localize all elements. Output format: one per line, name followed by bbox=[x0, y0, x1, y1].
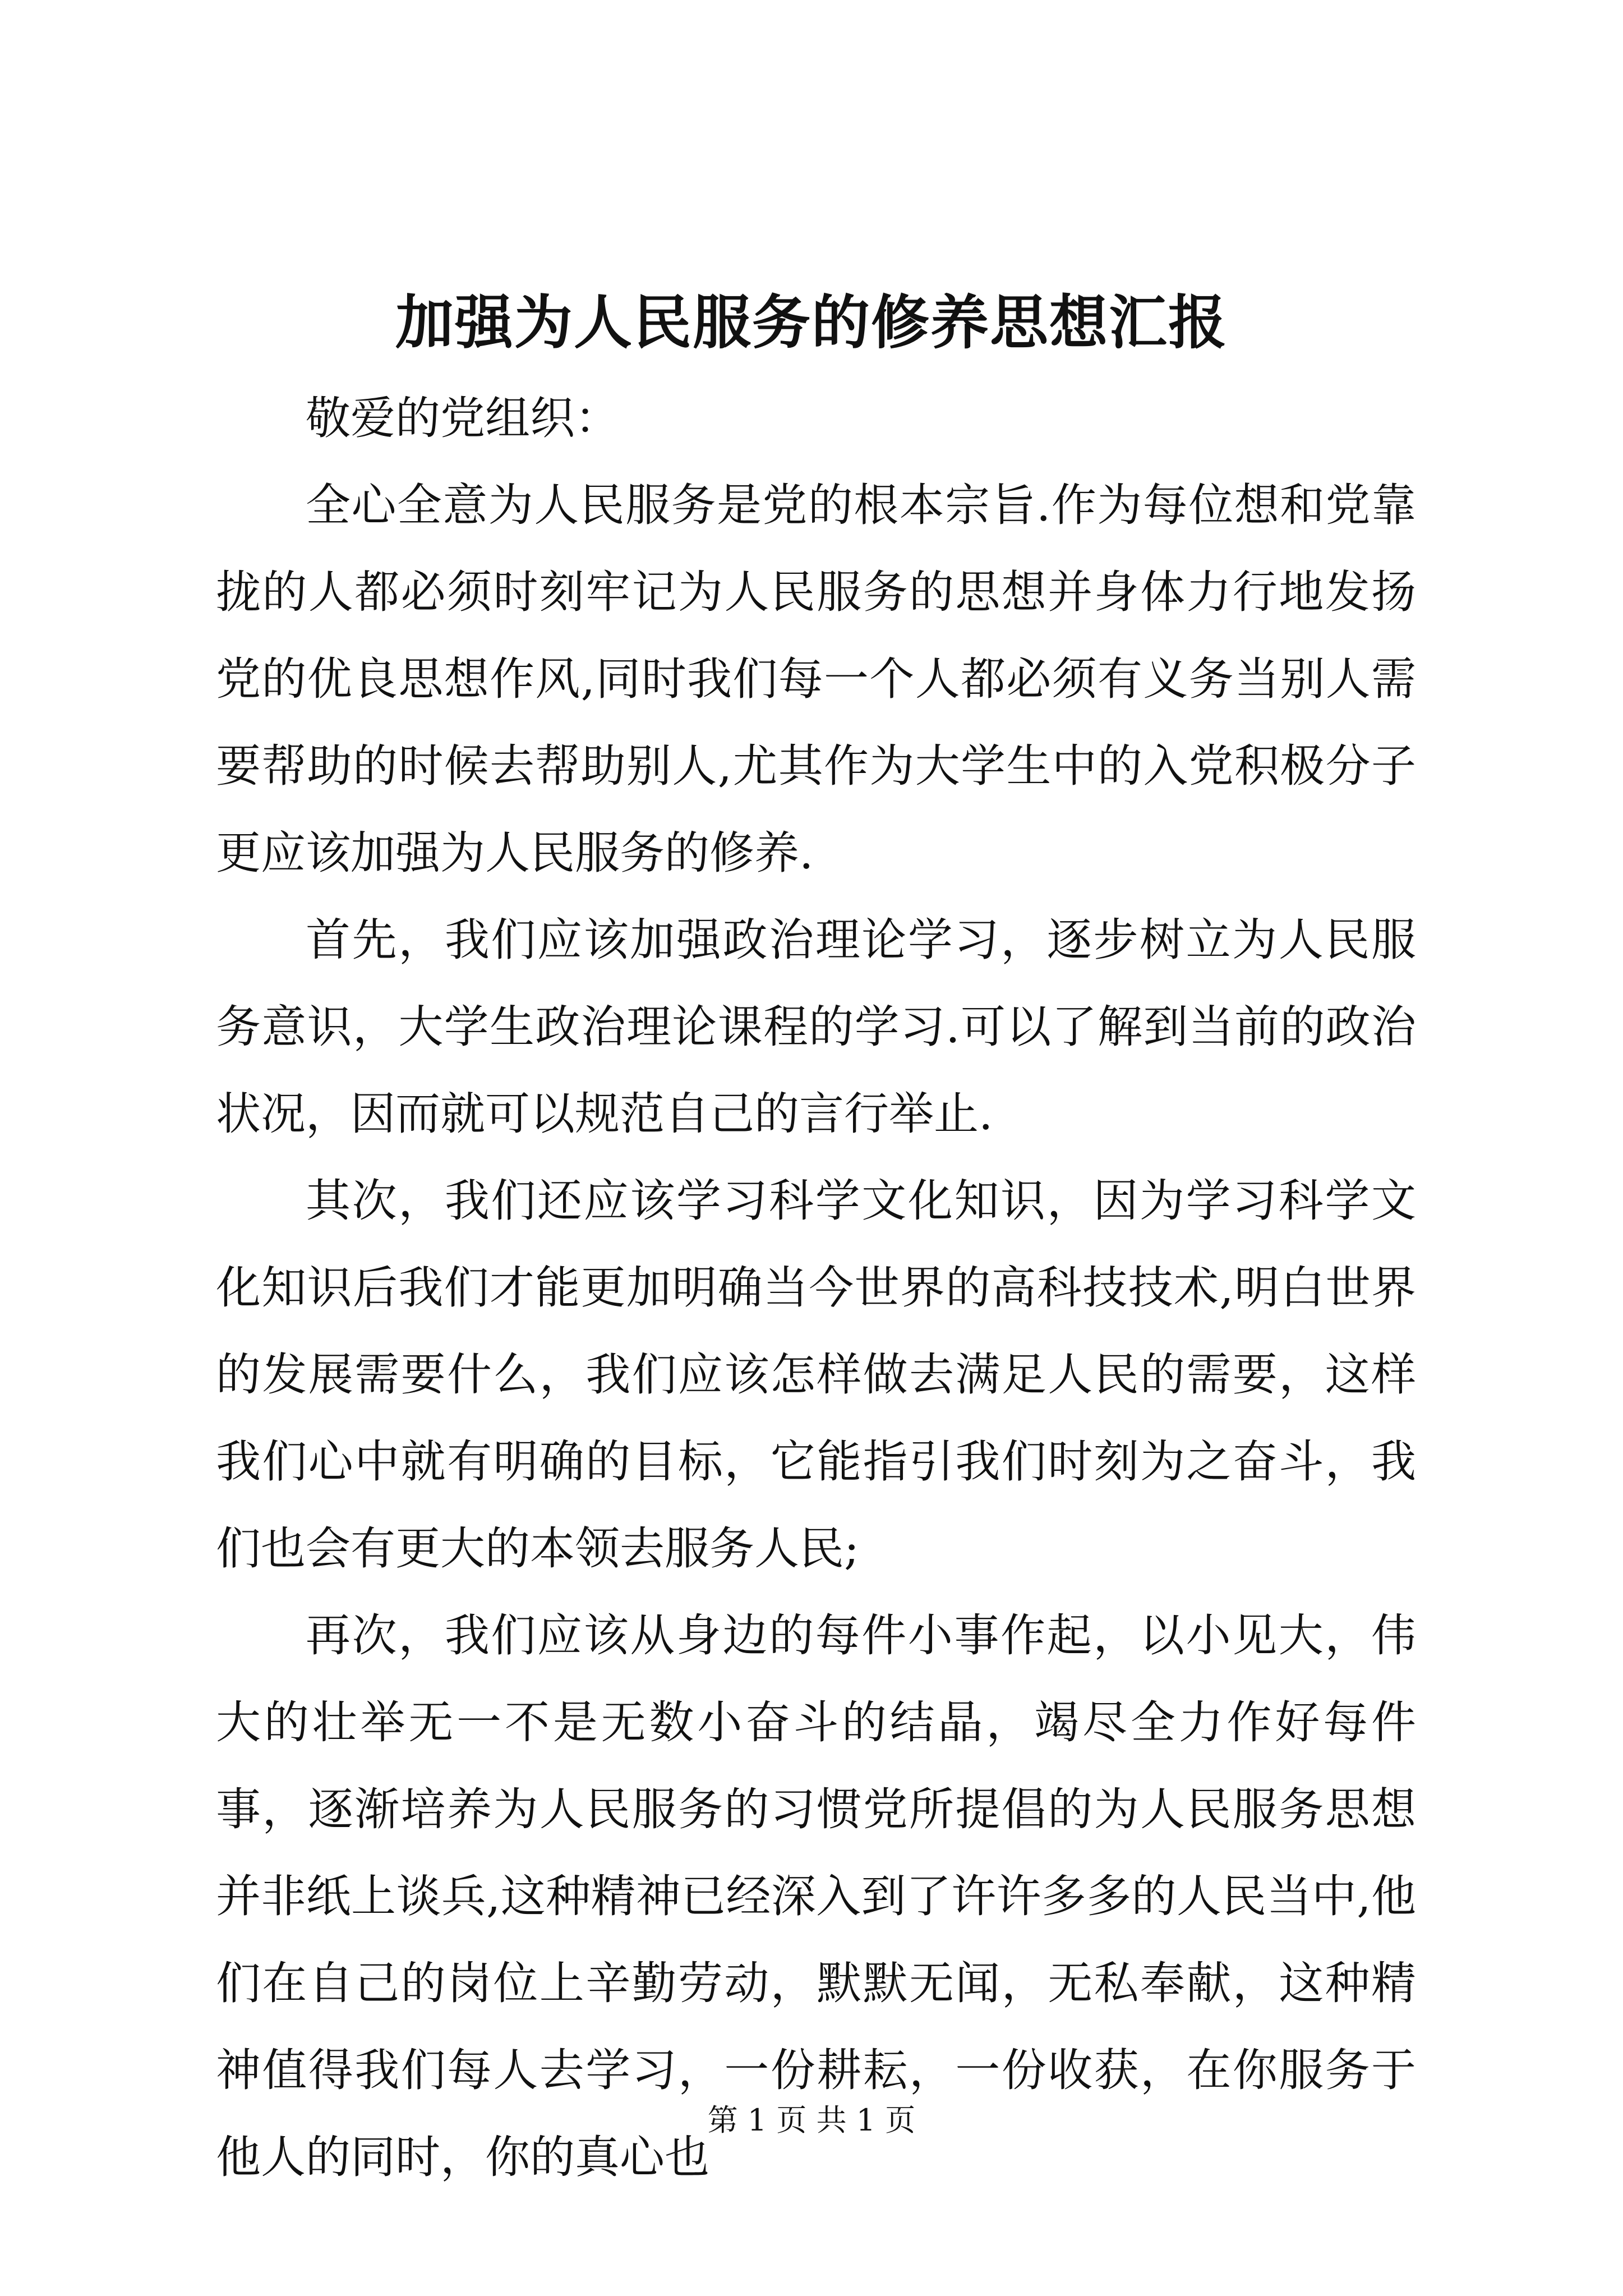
paragraph-4: 再次，我们应该从身边的每件小事作起，以小见大，伟大的壮举无一不是无数小奋斗的结晶，竭尽全力作好每件事，逐渐培养为人民服务的习惯党所提倡的为人民服务思想并非纸上谈兵,这种精神已经深入到了许许多多的人民当中,他们在自己的岗位上辛勤劳动，默默无闻，无私奉献，这种精神值得我们每人去学习，一份耕耘，一份收获，在你服务于他人的同时，你的真心也 bbox=[216, 1609, 1416, 2183]
paragraph-3: 其次，我们还应该学习科学文化知识，因为学习科学文化知识后我们才能更加明确当今世界的高科技技术,明白世界的发展需要什么，我们应该怎样做去满足人民的需要，这样我们心中就有明确的目标，它能指引我们时刻为之奋斗，我们也会有更大的本领去服务人民; bbox=[216, 1175, 1416, 1575]
document-title: 加强为人民服务的修养思想汇报 bbox=[395, 288, 1228, 357]
paragraph-2: 首先，我们应该加强政治理论学习，逐步树立为人民服务意识，大学生政治理论课程的学习.可以了解到当前的政治状况，因而就可以规范自己的言行举止. bbox=[216, 914, 1416, 1140]
page-footer: 第 1 页 共 1 页 bbox=[707, 2102, 916, 2138]
salutation: 敬爱的党组织： bbox=[306, 392, 620, 444]
document-body bbox=[216, 375, 1416, 2201]
paragraph-1: 全心全意为人民服务是党的根本宗旨.作为每位想和党靠拢的人都必须时刻牢记为人民服务的思想并身体力行地发扬党的优良思想作风,同时我们每一个人都必须有义务当别人需要帮助的时候去帮助别人,尤其作为大学生中的入党积极分子更应该加强为人民服务的修养. bbox=[216, 479, 1416, 879]
